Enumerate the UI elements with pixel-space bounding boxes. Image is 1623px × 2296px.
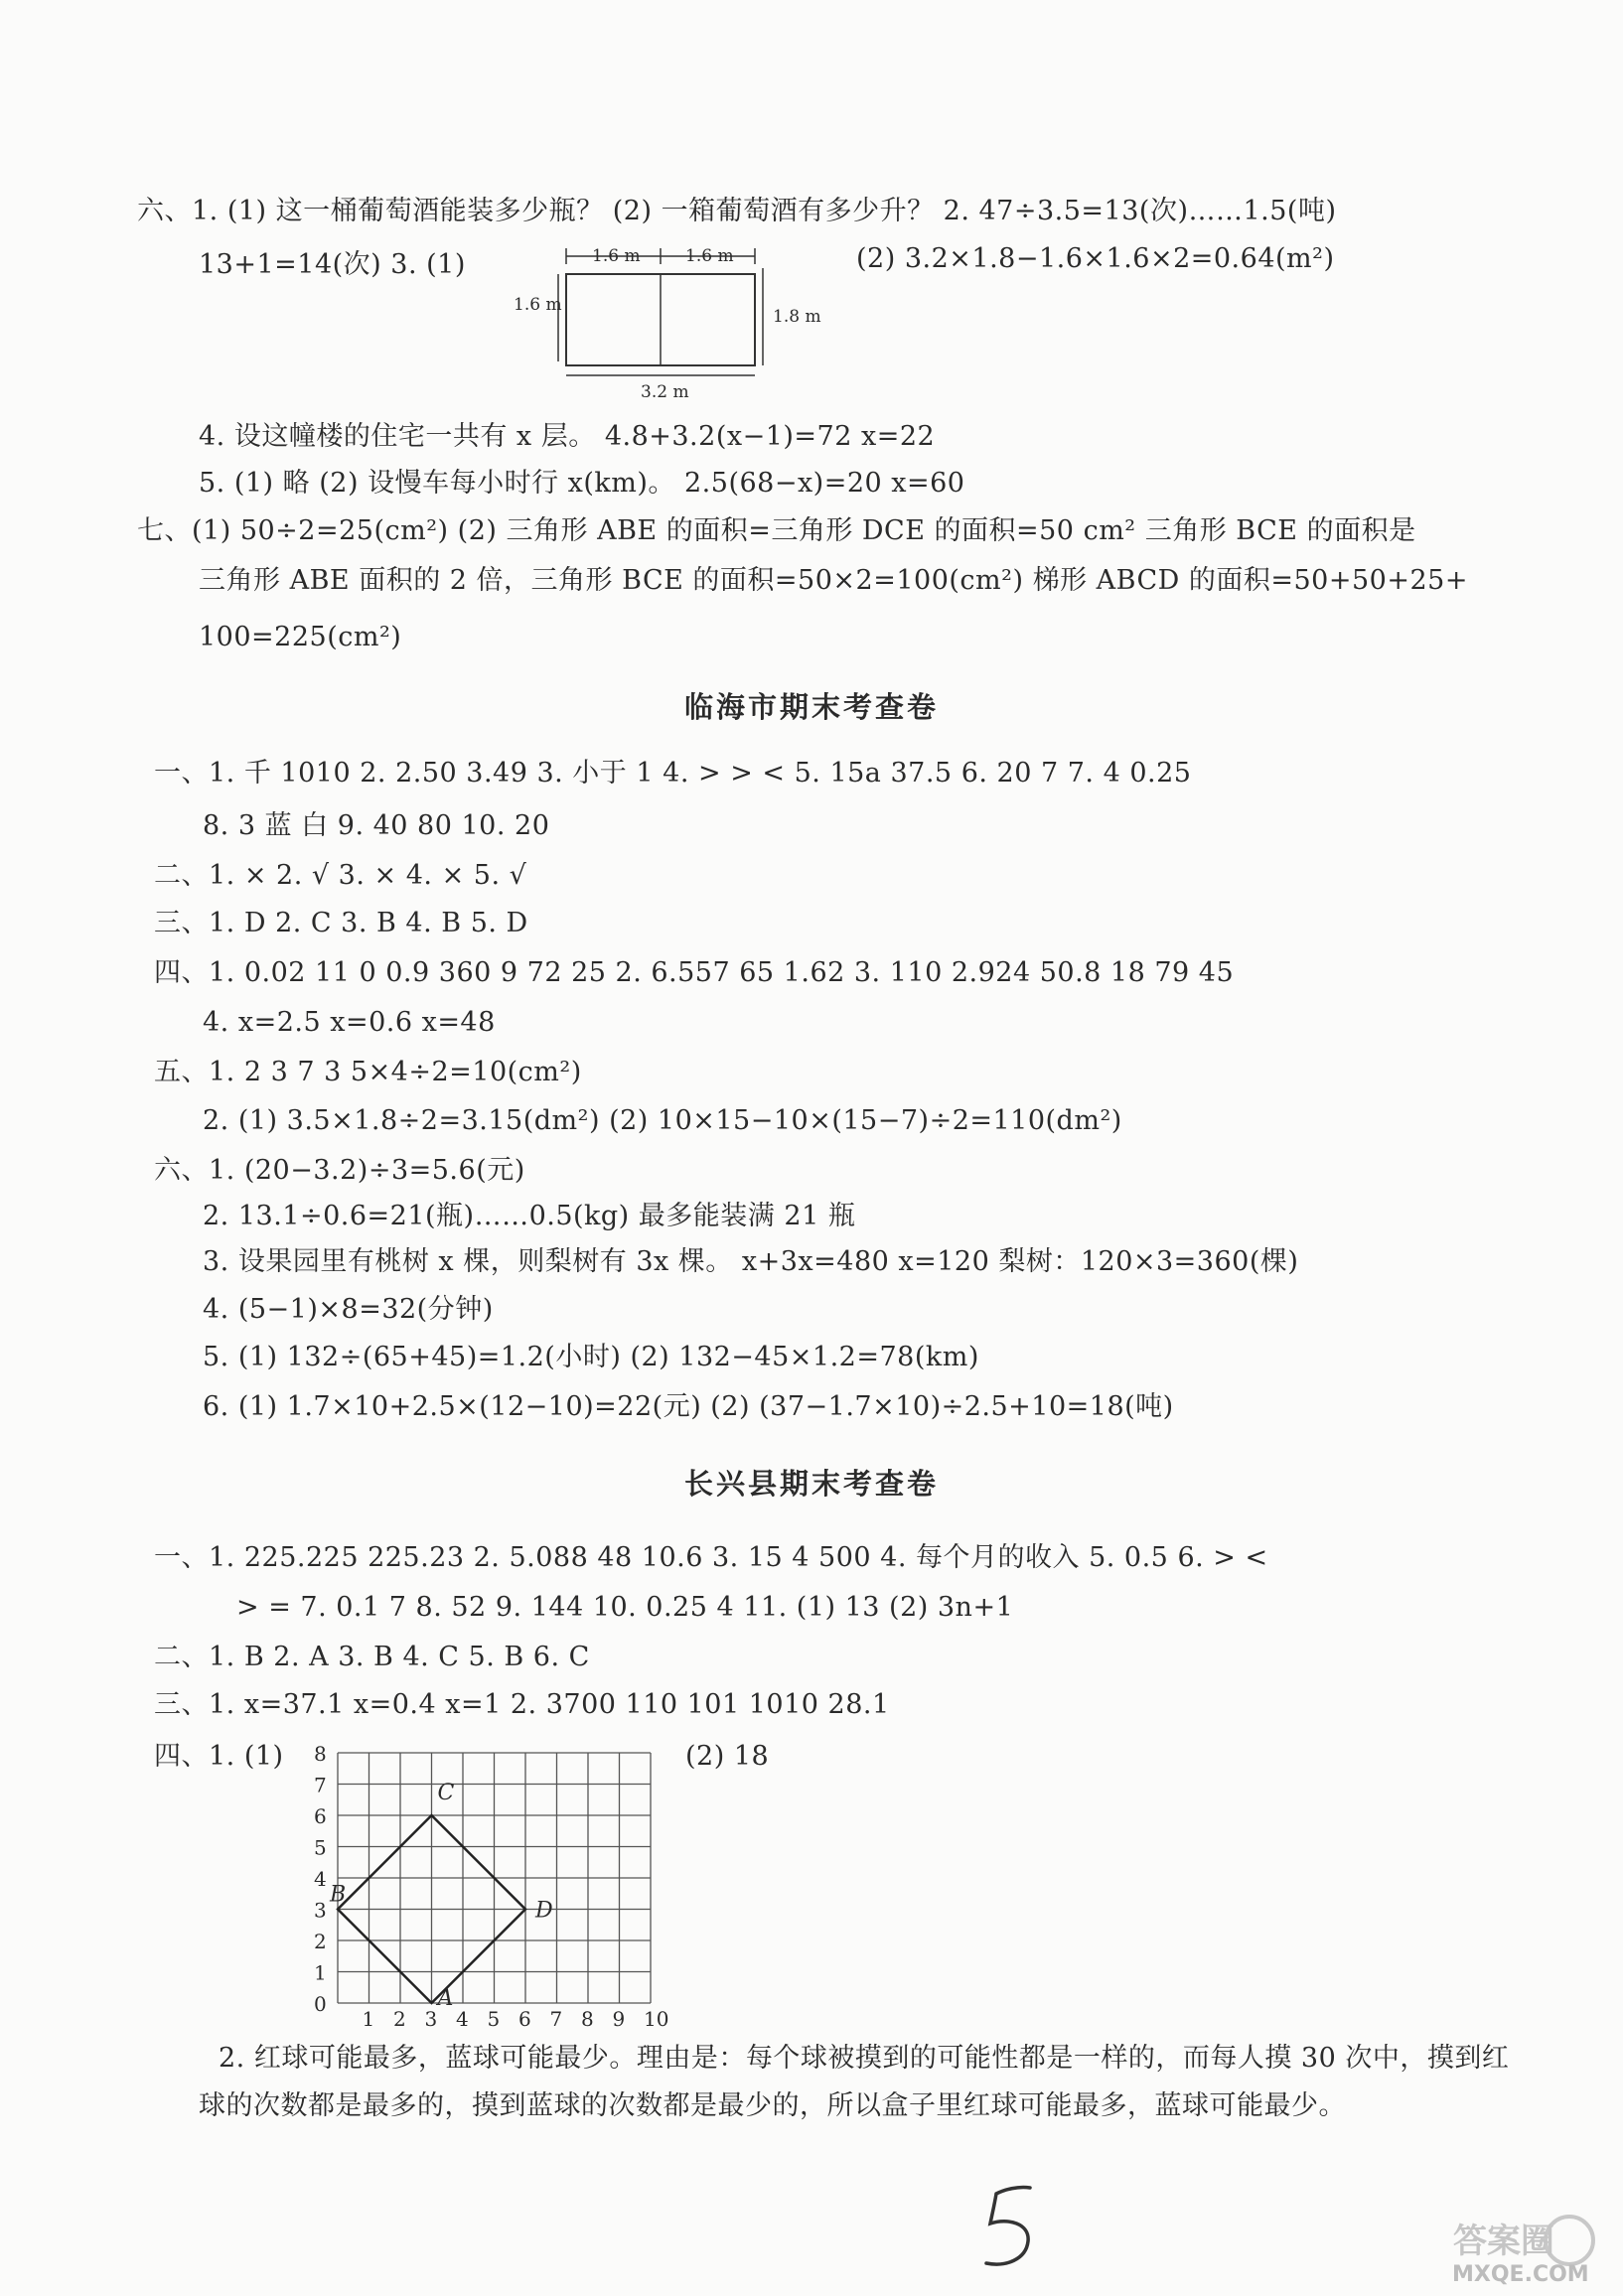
y-tick-label: 8 [314,1742,327,1766]
page-number [978,2180,1048,2274]
answer-line: 4. x=2.5 x=0.6 x=48 [203,1007,496,1038]
rectangle-diagram [507,242,834,401]
x-tick-label: 1 [362,2007,375,2028]
y-tick-label: 4 [314,1867,327,1891]
x-tick-label: 6 [518,2007,531,2028]
label-top-left: 1.6 m [592,246,641,266]
y-tick-label: 0 [314,1992,327,2016]
answer-line: 五、1. 2 3 7 3 5×4÷2=10(cm²) [154,1057,582,1087]
x-tick-label: 5 [487,2007,501,2028]
vertex-label-a: A [437,1986,454,2011]
answer-line: 六、1. (1) 这一桶葡萄酒能装多少瓶？ (2) 一箱葡萄酒有多少升？ 2. 47÷3.5=13(次)……1.5(吨) [137,196,1337,226]
answer-line: 5. (1) 132÷(65+45)=1.2(小时) (2) 132−45×1.2=78(km) [203,1342,979,1372]
answer-line: 三、1. x=37.1 x=0.4 x=1 2. 3700 110 101 1010 28.1 [154,1689,890,1720]
answer-line: 4. (5−1)×8=32(分钟) [203,1294,494,1325]
answer-line: 8. 3 蓝 白 9. 40 80 10. 20 [203,810,550,841]
answer-line: 六、1. (20−3.2)÷3=5.6(元) [154,1155,525,1186]
x-tick-label: 8 [581,2007,594,2028]
vertex-label-c: C [437,1781,455,1805]
answer-line: 二、1. B 2. A 3. B 4. C 5. B 6. C [154,1642,590,1672]
y-tick-label: 7 [314,1773,327,1797]
page-number-text: 5 [978,2180,979,2181]
answer-line: 球的次数都是最多的，摸到蓝球的次数都是最少的，所以盒子里红球可能最多，蓝球可能最少。 [199,2090,1346,2121]
x-tick-label: 10 [644,2007,669,2028]
answer-line: 2. 红球可能最多，蓝球可能最少。理由是：每个球被摸到的可能性都是一样的，而每人摸 30 次中，摸到红 [219,2043,1510,2074]
answer-line: (2) 3.2×1.8−1.6×1.6×2=0.64(m²) [856,243,1335,274]
y-tick-label: 6 [314,1804,327,1828]
answer-line: 2. 13.1÷0.6=21(瓶)……0.5(kg) 最多能装满 21 瓶 [203,1201,856,1231]
vertex-label-b: B [330,1882,347,1908]
answer-line: 3. 设果园里有桃树 x 棵，则梨树有 3x 棵。 x+3x=480 x=120 梨树：120×3=360(棵) [203,1246,1299,1277]
answer-line: 二、1. × 2. √ 3. × 4. × 5. √ [154,860,527,891]
x-tick-label: 2 [393,2007,406,2028]
coordinate-grid [308,1740,685,2028]
answer-line: 七、(1) 50÷2=25(cm²) (2) 三角形 ABE 的面积=三角形 DCE 的面积=50 cm² 三角形 BCE 的面积是 [137,515,1416,546]
y-tick-label: 2 [314,1930,327,1953]
x-tick-label: 3 [424,2007,438,2028]
answer-line: 13+1=14(次) 3. (1) [199,249,466,280]
label-bottom: 3.2 m [641,382,689,401]
watermark-logo-text: 答案圈 [1453,2222,1554,2261]
answer-line: 5. (1) 略 (2) 设慢车每小时行 x(km)。 2.5(68−x)=20 x=60 [199,468,965,499]
answer-line: 四、1. 0.02 11 0 0.9 360 9 72 25 2. 6.557 65 1.62 3. 110 2.924 50.8 18 79 45 [154,957,1235,988]
label-top-right: 1.6 m [685,246,734,266]
answer-line: 三角形 ABE 面积的 2 倍，三角形 BCE 的面积=50×2=100(cm²) 梯形 ABCD 的面积=50+50+25+ [199,565,1468,596]
answer-line: 四、1. (1) [154,1741,284,1772]
section-title: 长兴县期末考查卷 [683,1467,939,1501]
label-left: 1.6 m [514,295,562,315]
label-right: 1.8 m [773,307,821,327]
x-tick-label: 9 [612,2007,626,2028]
x-tick-label: 4 [456,2007,469,2028]
answer-line: 一、1. 225.225 225.23 2. 5.088 48 10.6 3. 15 4 500 4. 每个月的收入 5. 0.5 6. > < [154,1542,1268,1573]
watermark-url: MXQE.COM [1452,2262,1589,2287]
answer-line: 一、1. 千 1010 2. 2.50 3.49 3. 小于 1 4. > > < 5. 15a 37.5 6. 20 7 7. 4 0.25 [154,758,1192,789]
axis-ticks [314,1742,668,2028]
answer-line: 三、1. D 2. C 3. B 4. B 5. D [154,908,528,938]
answer-line: (2) 18 [685,1741,770,1772]
vertex-label-d: D [535,1898,553,1924]
watermark-logo [1445,2211,1614,2270]
section-title: 临海市期末考查卷 [683,690,939,724]
answer-line: 2. (1) 3.5×1.8÷2=3.15(dm²) (2) 10×15−10×(15−7)÷2=110(dm²) [203,1105,1122,1136]
y-tick-label: 1 [314,1960,327,1985]
y-tick-label: 5 [314,1835,327,1860]
x-tick-label: 7 [549,2007,563,2028]
answer-line: 4. 设这幢楼的住宅一共有 x 层。 4.8+3.2(x−1)=72 x=22 [199,421,936,452]
answer-line: > = 7. 0.1 7 8. 52 9. 144 10. 0.25 4 11. (1) 13 (2) 3n+1 [236,1592,1014,1623]
answer-line: 100=225(cm²) [199,622,402,652]
y-tick-label: 3 [314,1898,327,1923]
answer-line: 6. (1) 1.7×10+2.5×(12−10)=22(元) (2) (37−1.7×10)÷2.5+10=18(吨) [203,1391,1174,1422]
